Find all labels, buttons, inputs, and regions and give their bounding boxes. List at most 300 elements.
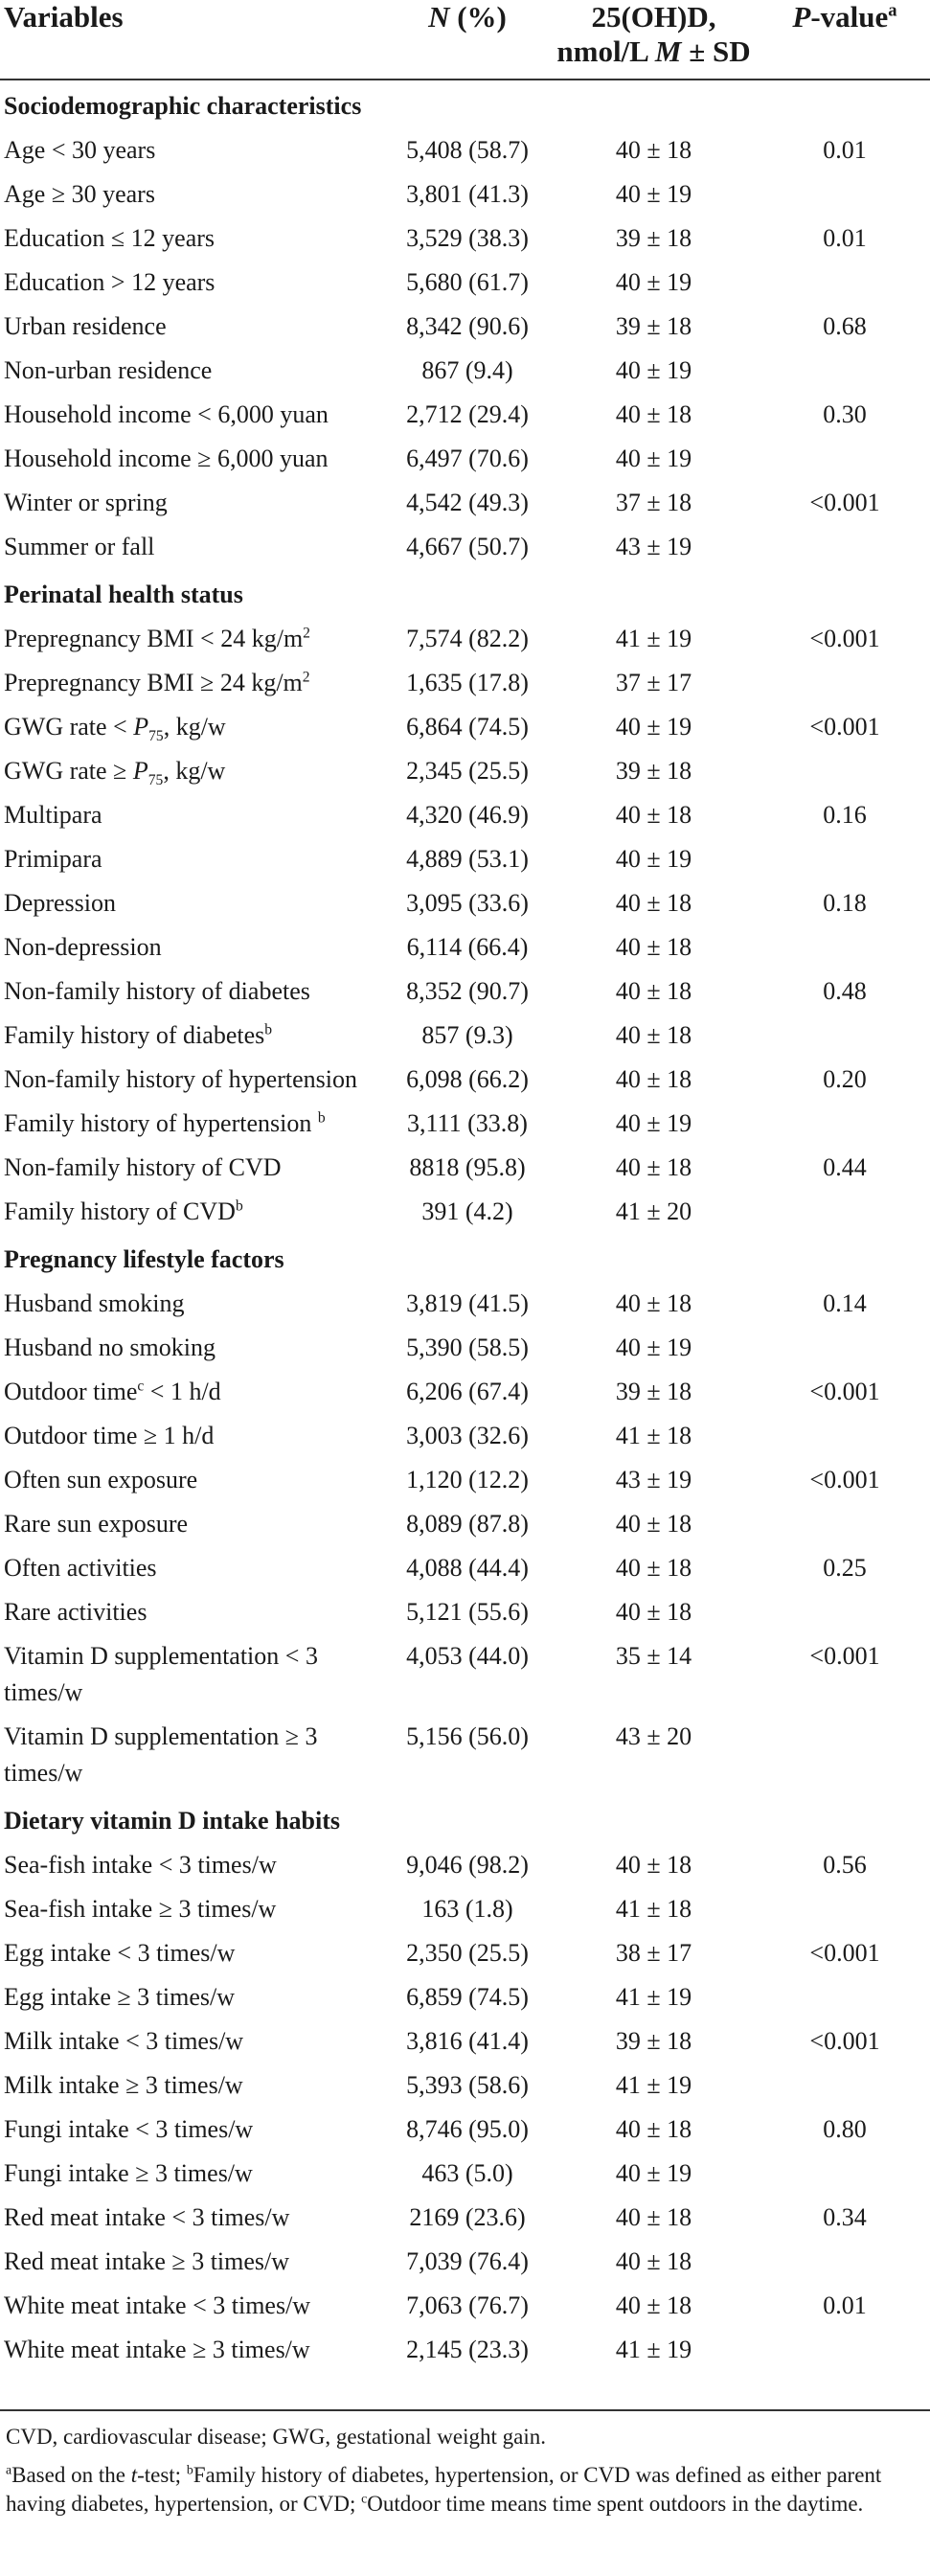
variable-label-text: Education > 12 years (4, 268, 215, 296)
variable-label-superscript: c (137, 1378, 145, 1395)
variable-label-text: Summer or fall (4, 533, 155, 560)
p-value-cell (760, 661, 930, 705)
variable-label (0, 128, 387, 172)
p-value-cell: 0.25 (823, 1554, 867, 1582)
table-row (0, 1715, 930, 1795)
vitd-mean-sd-cell: 40 ± 18 (615, 1065, 692, 1093)
variable-label-italic: P (132, 757, 148, 785)
vitd-mean-sd-cell: 40 ± 18 (615, 400, 692, 428)
variable-label-text: GWG rate < (4, 713, 134, 741)
p-value-cell (760, 1190, 930, 1234)
variable-label (0, 1102, 387, 1146)
n-percent-cell: 8,352 (90.7) (406, 977, 529, 1005)
p-value-cell: 0.01 (823, 2291, 867, 2319)
table-row (0, 393, 930, 437)
header-p-rest: -value (810, 0, 889, 34)
vitd-mean-sd-cell: 40 ± 19 (615, 713, 692, 741)
variable-label-text: Sea-fish intake ≥ 3 times/w (4, 1895, 277, 1923)
variable-label (0, 1370, 387, 1414)
section-title: Sociodemographic characteristics (4, 92, 362, 120)
variable-label-suffix: , kg/w (163, 713, 226, 741)
variable-label-text: Multipara (4, 801, 102, 829)
p-value-cell: 0.80 (823, 2115, 867, 2143)
table-row (0, 1146, 930, 1190)
variable-label (0, 1634, 387, 1715)
vitd-mean-sd-cell: 40 ± 19 (615, 180, 692, 208)
variable-label (0, 349, 387, 393)
table-row (0, 525, 930, 569)
table-row (0, 2196, 930, 2240)
n-percent-cell: 391 (4.2) (421, 1197, 513, 1225)
variable-label-text: Milk intake ≥ 3 times/w (4, 2071, 243, 2099)
variable-label (0, 2108, 387, 2152)
variable-label (0, 749, 387, 793)
variable-label-text: Fungi intake ≥ 3 times/w (4, 2159, 253, 2187)
n-percent-cell: 6,859 (74.5) (406, 1983, 529, 2011)
table-row (0, 1414, 930, 1458)
n-percent-cell: 2,712 (29.4) (406, 400, 529, 428)
p-value-cell: 0.18 (823, 889, 867, 917)
p-value-cell: <0.001 (809, 489, 880, 516)
p-value-cell (760, 1887, 930, 1931)
header-p-sup: a (888, 0, 897, 21)
variable-label-text: White meat intake < 3 times/w (4, 2291, 311, 2319)
vitd-mean-sd-cell: 40 ± 18 (615, 1510, 692, 1538)
variable-label (0, 437, 387, 481)
n-percent-cell: 1,635 (17.8) (406, 669, 529, 696)
n-percent-cell: 8,746 (95.0) (406, 2115, 529, 2143)
n-percent-cell: 8,089 (87.8) (406, 1510, 529, 1538)
table-row (0, 1370, 930, 1414)
variable-label-text: Family history of hypertension (4, 1109, 318, 1137)
variable-label (0, 1887, 387, 1931)
p-value-cell: 0.30 (823, 400, 867, 428)
vitd-mean-sd-cell: 40 ± 18 (615, 933, 692, 961)
table-header (0, 0, 930, 80)
header-variables (0, 0, 387, 80)
n-percent-cell: 6,497 (70.6) (406, 445, 529, 472)
variable-label-text: Sea-fish intake < 3 times/w (4, 1851, 277, 1879)
table-row (0, 1058, 930, 1102)
variable-label-subscript: 75 (147, 772, 164, 789)
table-row (0, 1282, 930, 1326)
table-row (0, 749, 930, 793)
variable-label-text: Family history of CVD (4, 1197, 236, 1225)
p-value-cell: 0.01 (823, 136, 867, 164)
variable-label-text: Rare sun exposure (4, 1510, 189, 1538)
variable-label (0, 1590, 387, 1634)
n-percent-cell: 8,342 (90.6) (406, 312, 529, 340)
section-header-row (0, 80, 930, 128)
table-row (0, 1190, 930, 1234)
vitd-mean-sd-cell: 40 ± 19 (615, 1334, 692, 1361)
n-percent-cell: 9,046 (98.2) (406, 1851, 529, 1879)
variable-label-text: Rare activities (4, 1598, 147, 1626)
variable-label-text: GWG rate ≥ (4, 757, 133, 785)
p-value-cell (760, 1014, 930, 1058)
p-value-cell: 0.14 (823, 1289, 867, 1317)
variable-label (0, 1458, 387, 1502)
variable-label (0, 1058, 387, 1102)
n-percent-cell: 5,121 (55.6) (406, 1598, 529, 1626)
header-vitd-line1: 25(OH)D, (591, 0, 716, 34)
section-title: Perinatal health status (4, 581, 243, 608)
vitd-mean-sd-cell: 40 ± 18 (615, 2203, 692, 2231)
variable-label-text: Outdoor time ≥ 1 h/d (4, 1422, 215, 1449)
footnote-definitions (6, 2461, 920, 2519)
table-row (0, 793, 930, 837)
table-row (0, 217, 930, 261)
p-value-cell: <0.001 (809, 2027, 880, 2055)
variable-label-text: Depression (4, 889, 116, 917)
variable-label (0, 2196, 387, 2240)
vitd-mean-sd-cell: 40 ± 18 (615, 2247, 692, 2275)
section-title: Pregnancy lifestyle factors (4, 1245, 284, 1273)
vitd-mean-sd-cell: 40 ± 18 (615, 1021, 692, 1049)
variable-label-superscript: b (317, 1109, 326, 1127)
vitd-mean-sd-cell: 41 ± 20 (615, 1197, 692, 1225)
n-percent-cell: 8818 (95.8) (409, 1153, 526, 1181)
n-percent-cell: 3,003 (32.6) (406, 1422, 529, 1449)
variable-label-text: Husband smoking (4, 1289, 185, 1317)
table-row (0, 925, 930, 969)
table-row (0, 1102, 930, 1146)
variable-label (0, 217, 387, 261)
header-vitd-unit: nmol/L (556, 34, 655, 68)
p-value-cell (760, 1414, 930, 1458)
n-percent-cell: 1,120 (12.2) (406, 1466, 529, 1493)
p-value-cell (760, 2240, 930, 2284)
p-value-cell: 0.01 (823, 224, 867, 252)
variable-label-text: Non-urban residence (4, 356, 213, 384)
p-value-cell (760, 2328, 930, 2372)
p-value-cell: <0.001 (809, 1642, 880, 1670)
variable-label (0, 2063, 387, 2108)
vitd-mean-sd-cell: 40 ± 18 (615, 1289, 692, 1317)
variable-label-subscript: 75 (148, 728, 164, 745)
p-value-cell: 0.44 (823, 1153, 867, 1181)
variable-label (0, 1502, 387, 1546)
vitd-mean-sd-cell: 40 ± 18 (615, 1851, 692, 1879)
table-row (0, 1502, 930, 1546)
variable-label-superscript: b (235, 1197, 243, 1215)
n-percent-cell: 3,819 (41.5) (406, 1289, 529, 1317)
p-value-cell (760, 2152, 930, 2196)
vitd-mean-sd-cell: 41 ± 19 (615, 625, 692, 652)
table-row (0, 705, 930, 749)
p-value-cell: 0.56 (823, 1851, 867, 1879)
variable-label-superscript: 2 (303, 625, 310, 642)
variable-label (0, 1975, 387, 2019)
variable-label (0, 1282, 387, 1326)
footnote-c-text: Outdoor time means time spent outdoors in the daytime. (367, 2492, 864, 2516)
n-percent-cell: 2,145 (23.3) (406, 2336, 529, 2363)
variable-label (0, 172, 387, 217)
variable-label (0, 1326, 387, 1370)
table-row (0, 969, 930, 1014)
variable-label-superscript: 2 (302, 669, 310, 686)
n-percent-cell: 163 (1.8) (421, 1895, 513, 1923)
variable-label (0, 1414, 387, 1458)
table-row (0, 2284, 930, 2328)
variable-label (0, 881, 387, 925)
variable-label (0, 705, 387, 749)
p-value-cell: 0.48 (823, 977, 867, 1005)
variable-label (0, 793, 387, 837)
vitd-mean-sd-cell: 39 ± 18 (615, 224, 692, 252)
vitd-mean-sd-cell: 40 ± 18 (615, 2115, 692, 2143)
header-p-italic: P (792, 0, 811, 34)
variable-label (0, 305, 387, 349)
header-vitd (548, 0, 760, 80)
n-percent-cell: 6,114 (66.4) (406, 933, 529, 961)
variable-label-text: Urban residence (4, 312, 167, 340)
table-row (0, 2063, 930, 2108)
variable-label-text: Age < 30 years (4, 136, 156, 164)
n-percent-cell: 3,529 (38.3) (406, 224, 529, 252)
table-row (0, 437, 930, 481)
variable-label-text: Winter or spring (4, 489, 168, 516)
header-n-rest: (%) (449, 0, 507, 34)
variable-label (0, 617, 387, 661)
variable-label-text: Vitamin D supplementation < 3 times/w (4, 1642, 318, 1706)
vitd-mean-sd-cell: 37 ± 17 (615, 669, 692, 696)
table-row (0, 1546, 930, 1590)
variable-label-text: Non-family history of CVD (4, 1153, 282, 1181)
variable-label (0, 2152, 387, 2196)
table-row (0, 1634, 930, 1715)
table-row (0, 2152, 930, 2196)
n-percent-cell: 5,408 (58.7) (406, 136, 529, 164)
variable-label (0, 261, 387, 305)
variable-label (0, 2240, 387, 2284)
n-percent-cell: 2169 (23.6) (409, 2203, 526, 2231)
vitd-mean-sd-cell: 40 ± 18 (615, 1554, 692, 1582)
vitd-mean-sd-cell: 40 ± 19 (615, 845, 692, 873)
table-body (0, 80, 930, 2372)
variable-label-suffix: < 1 h/d (144, 1378, 221, 1405)
variable-label (0, 969, 387, 1014)
vitd-mean-sd-cell: 40 ± 19 (615, 1109, 692, 1137)
variable-label-text: Education ≤ 12 years (4, 224, 215, 252)
variable-label-text: Household income < 6,000 yuan (4, 400, 329, 428)
header-variables-text: Variables (4, 0, 124, 34)
variable-label (0, 837, 387, 881)
variable-label-text: Age ≥ 30 years (4, 180, 155, 208)
variable-label (0, 2284, 387, 2328)
table-row (0, 1590, 930, 1634)
vitd-mean-sd-cell: 40 ± 18 (615, 2291, 692, 2319)
variable-label-text: Prepregnancy BMI < 24 kg/m (4, 625, 304, 652)
vitd-mean-sd-cell: 40 ± 18 (615, 136, 692, 164)
n-percent-cell: 3,816 (41.4) (406, 2027, 529, 2055)
n-percent-cell: 7,039 (76.4) (406, 2247, 529, 2275)
variable-label (0, 1843, 387, 1887)
n-percent-cell: 4,889 (53.1) (406, 845, 529, 873)
table-row (0, 881, 930, 925)
p-value-cell: <0.001 (809, 1378, 880, 1405)
p-value-cell: <0.001 (809, 1939, 880, 1967)
table-footnotes (0, 2409, 930, 2528)
p-value-cell: <0.001 (809, 625, 880, 652)
header-vitd-m: M (654, 34, 682, 68)
table-row (0, 2019, 930, 2063)
header-row (0, 0, 930, 80)
variable-label-text: Husband no smoking (4, 1334, 215, 1361)
table-row (0, 349, 930, 393)
table-row (0, 1326, 930, 1370)
table-row (0, 1843, 930, 1887)
vitd-mean-sd-cell: 43 ± 19 (615, 533, 692, 560)
footnote-b-text: Family history of diabetes, hypertension, or CVD was defined as either parent having diabetes, hypertension, or CVD; (6, 2463, 882, 2516)
vitd-mean-sd-cell: 39 ± 18 (615, 1378, 692, 1405)
header-vitd-sd: SD (712, 34, 751, 68)
p-value-cell (760, 1975, 930, 2019)
n-percent-cell: 463 (5.0) (421, 2159, 513, 2187)
n-percent-cell: 6,098 (66.2) (406, 1065, 529, 1093)
vitd-mean-sd-cell: 41 ± 18 (615, 1895, 692, 1923)
n-percent-cell: 4,542 (49.3) (406, 489, 529, 516)
p-value-cell (760, 1326, 930, 1370)
n-percent-cell: 4,088 (44.4) (406, 1554, 529, 1582)
vitd-mean-sd-cell: 40 ± 18 (615, 977, 692, 1005)
p-value-cell (760, 1102, 930, 1146)
footnote-c-sup: c (361, 2491, 368, 2506)
variable-label-text: Red meat intake ≥ 3 times/w (4, 2247, 290, 2275)
variable-label-text: Household income ≥ 6,000 yuan (4, 445, 329, 472)
variable-label (0, 481, 387, 525)
n-percent-cell: 857 (9.3) (421, 1021, 513, 1049)
variable-label-text: Often sun exposure (4, 1466, 198, 1493)
vitd-mean-sd-cell: 39 ± 18 (615, 757, 692, 785)
vitd-mean-sd-cell: 40 ± 19 (615, 268, 692, 296)
n-percent-cell: 6,206 (67.4) (406, 1378, 529, 1405)
table-row (0, 617, 930, 661)
variable-label-text: Prepregnancy BMI ≥ 24 kg/m (4, 669, 303, 696)
vitd-mean-sd-cell: 39 ± 18 (615, 312, 692, 340)
variable-label (0, 393, 387, 437)
variable-label-text: Egg intake ≥ 3 times/w (4, 1983, 236, 2011)
variable-label-text: Fungi intake < 3 times/w (4, 2115, 254, 2143)
n-percent-cell: 5,393 (58.6) (406, 2071, 529, 2099)
p-value-cell (760, 837, 930, 881)
variable-label (0, 1546, 387, 1590)
table-row (0, 261, 930, 305)
footnote-b-sup: b (186, 2462, 193, 2477)
p-value-cell (760, 2063, 930, 2108)
vitd-mean-sd-cell: 37 ± 18 (615, 489, 692, 516)
header-n (387, 0, 548, 80)
vitd-mean-sd-cell: 39 ± 18 (615, 2027, 692, 2055)
variable-label-text: Family history of diabetes (4, 1021, 265, 1049)
n-percent-cell: 5,156 (56.0) (406, 1722, 529, 1750)
variable-label (0, 1146, 387, 1190)
vitd-mean-sd-cell: 40 ± 18 (615, 889, 692, 917)
variable-label (0, 2019, 387, 2063)
table-row (0, 172, 930, 217)
p-value-cell: 0.16 (823, 801, 867, 829)
p-value-cell: <0.001 (809, 713, 880, 741)
p-value-cell (760, 437, 930, 481)
n-percent-cell: 7,063 (76.7) (406, 2291, 529, 2319)
p-value-cell: 0.68 (823, 312, 867, 340)
vitd-mean-sd-cell: 38 ± 17 (615, 1939, 692, 1967)
n-percent-cell: 867 (9.4) (421, 356, 513, 384)
n-percent-cell: 3,801 (41.3) (406, 180, 529, 208)
vitd-mean-sd-cell: 40 ± 18 (615, 801, 692, 829)
variable-label-text: Non-family history of hypertension (4, 1065, 357, 1093)
p-value-cell (760, 349, 930, 393)
vitd-mean-sd-cell: 43 ± 19 (615, 1466, 692, 1493)
vitd-mean-sd-cell: 43 ± 20 (615, 1722, 692, 1750)
vitd-mean-sd-cell: 40 ± 19 (615, 2159, 692, 2187)
variable-label (0, 925, 387, 969)
section-header-row (0, 1795, 930, 1843)
table-row (0, 2108, 930, 2152)
table-row (0, 1975, 930, 2019)
variable-label (0, 1715, 387, 1795)
variable-label (0, 1190, 387, 1234)
footnote-abbrev-text: CVD, cardiovascular disease; GWG, gestational weight gain. (6, 2425, 546, 2449)
vitd-mean-sd-cell: 40 ± 18 (615, 1598, 692, 1626)
header-vitd-pm: ± (681, 34, 713, 68)
variable-label-text: Often activities (4, 1554, 157, 1582)
vitd-mean-sd-cell: 41 ± 19 (615, 2336, 692, 2363)
header-n-italic: N (428, 0, 450, 34)
footnote-a-post: -test; (137, 2463, 187, 2487)
variable-label-text: Primipara (4, 845, 102, 873)
n-percent-cell: 2,350 (25.5) (406, 1939, 529, 1967)
p-value-cell (760, 172, 930, 217)
n-percent-cell: 5,680 (61.7) (406, 268, 529, 296)
n-percent-cell: 4,320 (46.9) (406, 801, 529, 829)
n-percent-cell: 4,053 (44.0) (406, 1642, 529, 1670)
variable-label-text: Non-family history of diabetes (4, 977, 310, 1005)
variable-label-superscript: b (264, 1021, 273, 1038)
table-row (0, 1931, 930, 1975)
variable-label (0, 1931, 387, 1975)
p-value-cell: 0.34 (823, 2203, 867, 2231)
n-percent-cell: 5,390 (58.5) (406, 1334, 529, 1361)
table-row (0, 2240, 930, 2284)
p-value-cell (760, 925, 930, 969)
vitd-mean-sd-cell: 41 ± 18 (615, 1422, 692, 1449)
p-value-cell: <0.001 (809, 1466, 880, 1493)
variable-label-text: Vitamin D supplementation ≥ 3 times/w (4, 1722, 318, 1787)
section-header-row (0, 1234, 930, 1282)
p-value-cell (760, 1502, 930, 1546)
table-row (0, 2328, 930, 2372)
section-title: Dietary vitamin D intake habits (4, 1807, 340, 1835)
table-row (0, 1887, 930, 1931)
footnote-a-sup: a (6, 2462, 12, 2477)
n-percent-cell: 4,667 (50.7) (406, 533, 529, 560)
header-p-value (760, 0, 930, 80)
variable-label (0, 525, 387, 569)
n-percent-cell: 3,095 (33.6) (406, 889, 529, 917)
n-percent-cell: 7,574 (82.2) (406, 625, 529, 652)
table-row (0, 1458, 930, 1502)
variable-label (0, 2328, 387, 2372)
variable-label-text: Milk intake < 3 times/w (4, 2027, 244, 2055)
variable-label-text: Red meat intake < 3 times/w (4, 2203, 290, 2231)
vitd-mean-sd-cell: 41 ± 19 (615, 1983, 692, 2011)
variable-label-text: Outdoor time (4, 1378, 138, 1405)
p-value-cell (760, 525, 930, 569)
table-row (0, 1014, 930, 1058)
variable-label (0, 661, 387, 705)
vitd-mean-sd-cell: 35 ± 14 (615, 1642, 692, 1670)
